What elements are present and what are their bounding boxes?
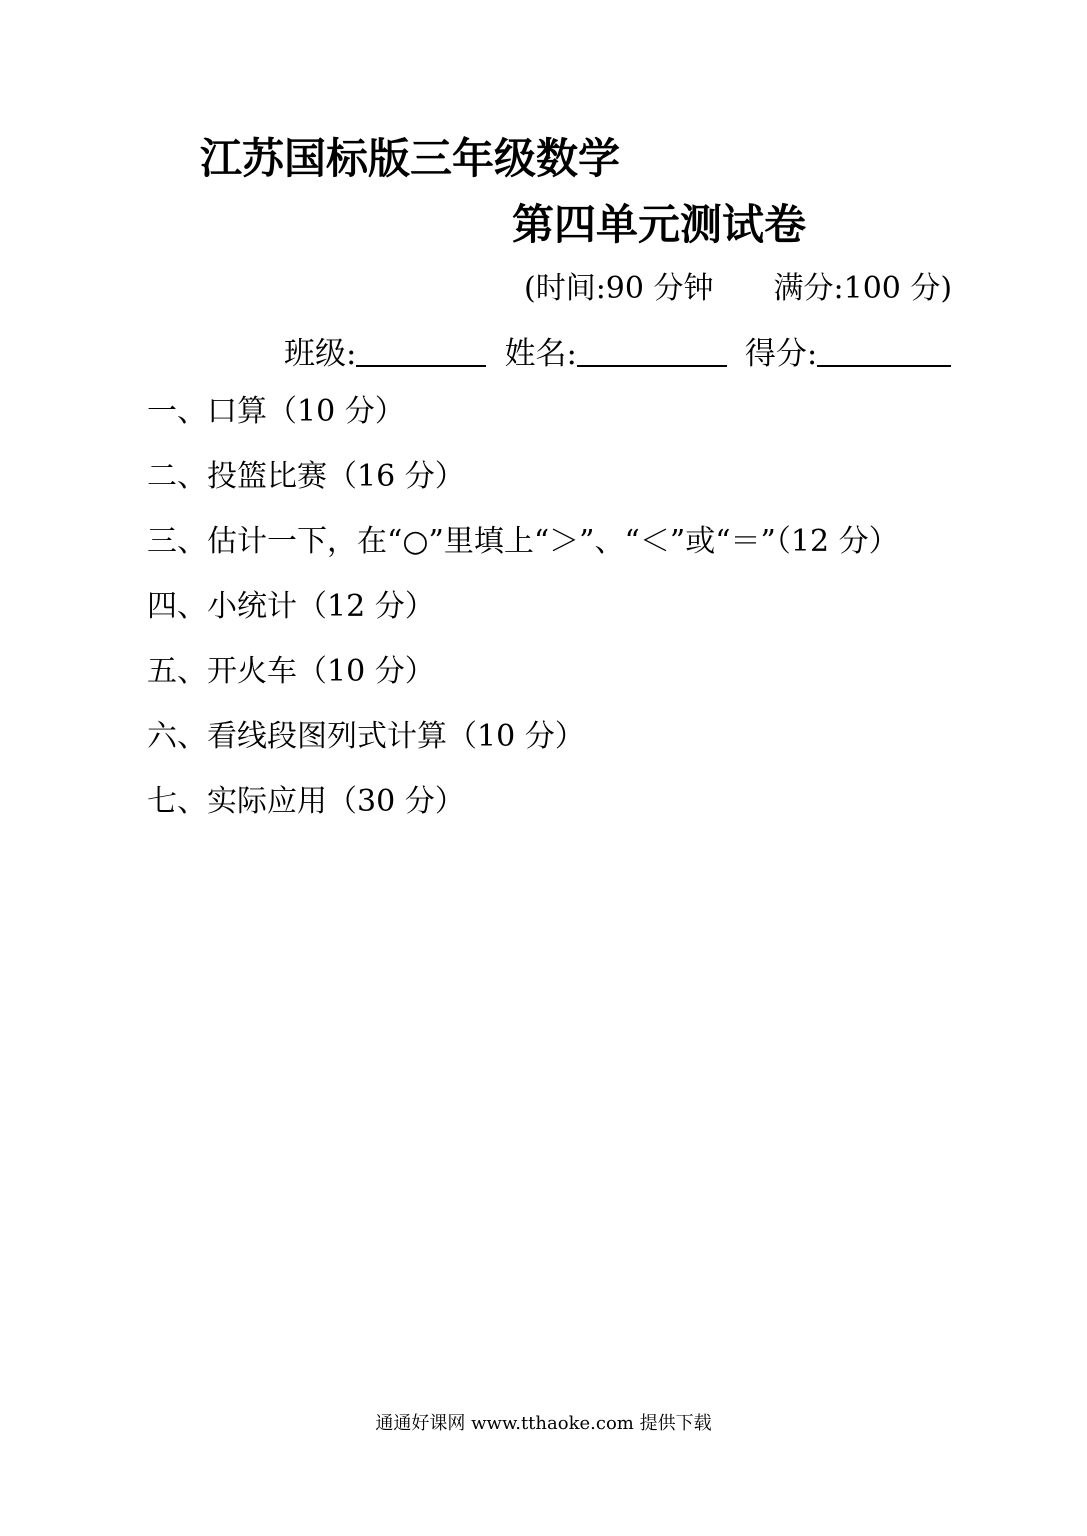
full-score: 满分:100 分) — [773, 271, 953, 306]
section-list — [147, 392, 899, 847]
score-blank[interactable] — [817, 335, 951, 367]
class-blank[interactable] — [356, 335, 486, 367]
section-heading: 六、看线段图列式计算（10 分） — [147, 719, 585, 754]
score-field — [745, 328, 951, 373]
name-blank[interactable] — [577, 335, 727, 367]
name-field — [504, 328, 744, 373]
time-limit: (时间:90 分钟 — [524, 271, 714, 306]
name-label: 姓名: — [504, 336, 577, 372]
section-heading: 一、口算（10 分） — [147, 394, 405, 429]
exam-meta — [524, 263, 952, 307]
student-info-line — [284, 328, 951, 373]
section-heading: 五、开火车（10 分） — [147, 654, 435, 689]
section-heading: 二、投篮比赛（16 分） — [147, 459, 465, 494]
page-title: 江苏国标版三年级数学 — [200, 134, 621, 183]
page-subtitle: 第四单元测试卷 — [512, 200, 807, 249]
section-heading: 四、小统计（12 分） — [147, 589, 435, 624]
section-heading: 七、实际应用（30 分） — [147, 784, 465, 819]
class-label: 班级: — [284, 336, 357, 372]
section-heading: 三、估计一下，在“○”里填上“＞”、“＜”或“＝”（12 分） — [147, 524, 899, 559]
footer-credit: 通通好课网 www.tthaoke.com 提供下载 — [375, 1413, 712, 1434]
class-field — [284, 328, 504, 373]
score-label: 得分: — [744, 336, 818, 372]
